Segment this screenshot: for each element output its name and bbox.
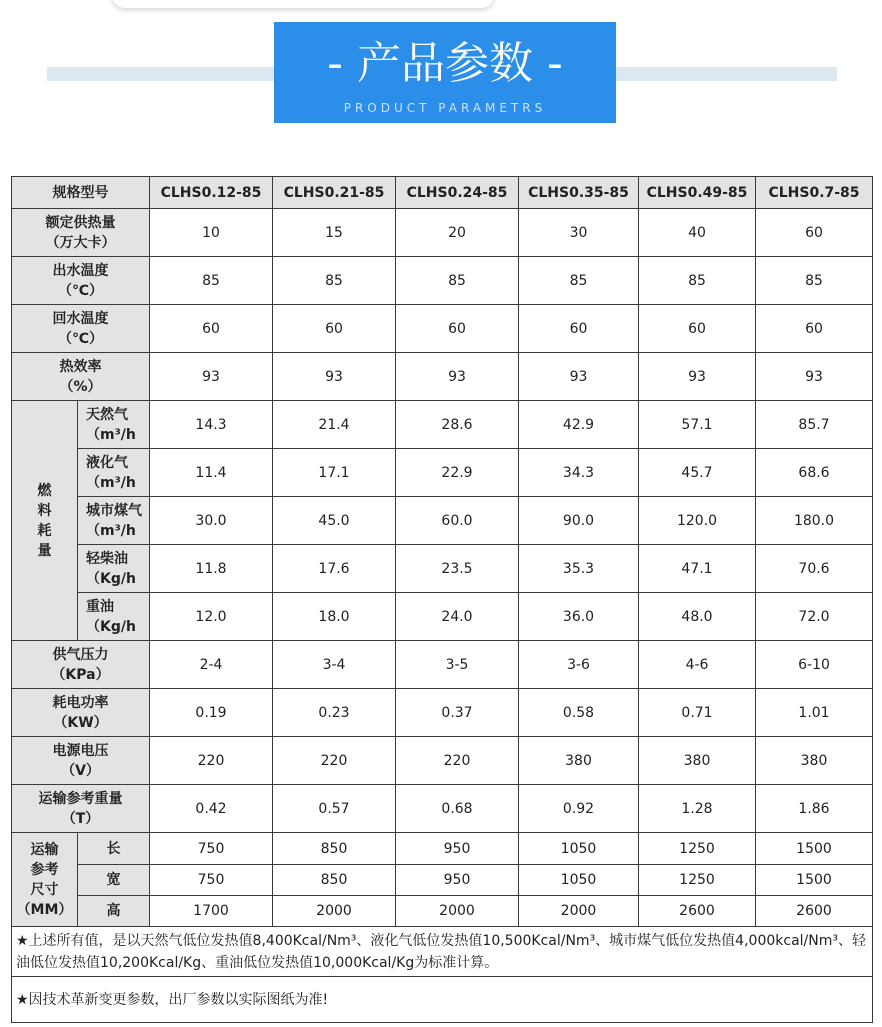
fuel-type-unit: （m³/h xyxy=(86,426,136,443)
table-cell: 950 xyxy=(396,865,519,896)
table-row xyxy=(12,865,873,896)
note-row xyxy=(12,927,873,977)
table-cell: 93 xyxy=(273,353,396,401)
note-text: ★因技术革新变更参数，出厂参数以实际图纸为准! xyxy=(12,977,873,1023)
table-cell: 380 xyxy=(639,737,756,785)
table-row xyxy=(12,545,873,593)
size-group-line: 运输 xyxy=(30,841,59,858)
row-label-unit: （T） xyxy=(61,810,100,827)
table-cell: 15 xyxy=(273,209,396,257)
table-cell: 72.0 xyxy=(756,593,873,641)
row-label xyxy=(12,785,150,833)
row-label xyxy=(12,641,150,689)
table-cell: 85 xyxy=(639,257,756,305)
table-row xyxy=(12,257,873,305)
table-cell: 750 xyxy=(150,833,273,865)
table-cell: 2000 xyxy=(396,896,519,927)
table-cell: 2-4 xyxy=(150,641,273,689)
table-cell: 750 xyxy=(150,865,273,896)
table-cell: 180.0 xyxy=(756,497,873,545)
table-cell: 60.0 xyxy=(396,497,519,545)
table-cell: 36.0 xyxy=(519,593,639,641)
table-cell: 28.6 xyxy=(396,401,519,449)
title-banner xyxy=(274,22,616,123)
table-cell: 0.71 xyxy=(639,689,756,737)
table-row xyxy=(12,737,873,785)
table-cell: 380 xyxy=(756,737,873,785)
table-cell: 220 xyxy=(396,737,519,785)
fuel-type-label xyxy=(78,545,150,593)
model-header: CLHS0.21-85 xyxy=(273,177,396,209)
table-cell: 70.6 xyxy=(756,545,873,593)
fuel-type-unit: （Kg/h xyxy=(86,570,136,587)
table-cell: 20 xyxy=(396,209,519,257)
row-label xyxy=(12,353,150,401)
banner-subtitle: PRODUCT PARAMETRS xyxy=(343,101,547,115)
model-header: CLHS0.24-85 xyxy=(396,177,519,209)
table-row xyxy=(12,641,873,689)
table-cell: 93 xyxy=(639,353,756,401)
fuel-group-char: 料 xyxy=(37,502,52,519)
fuel-type-name: 液化气 xyxy=(86,454,128,471)
table-row xyxy=(12,689,873,737)
row-label-unit: （℃） xyxy=(58,330,103,347)
table-cell: 47.1 xyxy=(639,545,756,593)
table-cell: 60 xyxy=(150,305,273,353)
table-cell: 950 xyxy=(396,833,519,865)
table-cell: 42.9 xyxy=(519,401,639,449)
table-row xyxy=(12,785,873,833)
table-cell: 18.0 xyxy=(273,593,396,641)
table-row xyxy=(12,593,873,641)
fuel-type-unit: （m³/h xyxy=(86,474,136,491)
table-cell: 3-4 xyxy=(273,641,396,689)
table-cell: 35.3 xyxy=(519,545,639,593)
table-cell: 1700 xyxy=(150,896,273,927)
fuel-type-unit: （m³/h xyxy=(86,522,136,539)
header-row xyxy=(12,177,873,209)
row-label xyxy=(12,689,150,737)
table-cell: 1250 xyxy=(639,833,756,865)
table-cell: 85 xyxy=(396,257,519,305)
table-cell: 1050 xyxy=(519,865,639,896)
dimension-label: 高 xyxy=(78,896,150,927)
row-label-name: 回水温度 xyxy=(52,310,109,327)
row-label xyxy=(12,737,150,785)
note-text: ★上述所有值，是以天然气低位发热值8,400Kcal/Nm³、液化气低位发热值10,500Kcal/Nm³、城市煤气低位发热值4,000kcal/Nm³、轻油低位发热值10,200Kcal/Kg、重油低位发热值10,000Kcal/Kg为标准计算。 xyxy=(12,927,873,977)
top-search-bar xyxy=(112,0,494,8)
row-label-unit: （%） xyxy=(59,378,102,395)
table-cell: 380 xyxy=(519,737,639,785)
row-label xyxy=(12,257,150,305)
table-cell: 17.6 xyxy=(273,545,396,593)
table-cell: 48.0 xyxy=(639,593,756,641)
table-cell: 57.1 xyxy=(639,401,756,449)
table-cell: 60 xyxy=(756,305,873,353)
table-cell: 1500 xyxy=(756,833,873,865)
fuel-type-label xyxy=(78,449,150,497)
table-cell: 850 xyxy=(273,833,396,865)
fuel-type-name: 轻柴油 xyxy=(86,550,128,567)
table-cell: 120.0 xyxy=(639,497,756,545)
dimension-label: 宽 xyxy=(78,865,150,896)
fuel-type-label xyxy=(78,497,150,545)
table-cell: 2600 xyxy=(639,896,756,927)
row-label-unit: （万大卡） xyxy=(45,234,116,251)
params-table xyxy=(11,176,873,1023)
table-row xyxy=(12,833,873,865)
table-cell: 40 xyxy=(639,209,756,257)
size-group-line: （MM） xyxy=(16,901,73,918)
banner-title: - 产品参数 - xyxy=(327,38,563,89)
table-cell: 17.1 xyxy=(273,449,396,497)
fuel-type-unit: （Kg/h xyxy=(86,618,136,635)
table-cell: 0.23 xyxy=(273,689,396,737)
model-header: CLHS0.49-85 xyxy=(639,177,756,209)
table-cell: 85 xyxy=(150,257,273,305)
table-cell: 85 xyxy=(756,257,873,305)
row-label-name: 运输参考重量 xyxy=(38,790,123,807)
row-label-unit: （℃） xyxy=(58,282,103,299)
fuel-type-label xyxy=(78,593,150,641)
table-cell: 30 xyxy=(519,209,639,257)
fuel-group-char: 耗 xyxy=(37,522,52,539)
table-cell: 85 xyxy=(273,257,396,305)
table-cell: 85.7 xyxy=(756,401,873,449)
row-label-name: 耗电功率 xyxy=(52,694,109,711)
table-cell: 0.92 xyxy=(519,785,639,833)
table-cell: 2600 xyxy=(756,896,873,927)
row-label-unit: （KW） xyxy=(53,714,108,731)
table-cell: 850 xyxy=(273,865,396,896)
table-cell: 93 xyxy=(150,353,273,401)
table-cell: 10 xyxy=(150,209,273,257)
table-cell: 0.57 xyxy=(273,785,396,833)
size-group-line: 尺寸 xyxy=(30,881,59,898)
fuel-group-char: 量 xyxy=(37,542,52,559)
table-cell: 30.0 xyxy=(150,497,273,545)
table-cell: 22.9 xyxy=(396,449,519,497)
size-group-line: 参考 xyxy=(30,861,59,878)
table-cell: 0.42 xyxy=(150,785,273,833)
table-cell: 93 xyxy=(396,353,519,401)
row-label-name: 出水温度 xyxy=(52,262,109,279)
fuel-type-name: 城市煤气 xyxy=(86,502,142,519)
table-cell: 90.0 xyxy=(519,497,639,545)
table-cell: 60 xyxy=(756,209,873,257)
table-cell: 11.4 xyxy=(150,449,273,497)
row-label xyxy=(12,209,150,257)
table-cell: 12.0 xyxy=(150,593,273,641)
row-label-name: 额定供热量 xyxy=(45,214,116,231)
table-cell: 0.58 xyxy=(519,689,639,737)
fuel-type-name: 天然气 xyxy=(86,406,128,423)
table-cell: 60 xyxy=(519,305,639,353)
row-label-name: 热效率 xyxy=(59,358,102,375)
fuel-type-label xyxy=(78,401,150,449)
table-cell: 1.28 xyxy=(639,785,756,833)
table-cell: 220 xyxy=(150,737,273,785)
table-cell: 1.86 xyxy=(756,785,873,833)
table-cell: 45.7 xyxy=(639,449,756,497)
model-header: CLHS0.35-85 xyxy=(519,177,639,209)
table-cell: 1050 xyxy=(519,833,639,865)
fuel-type-name: 重油 xyxy=(86,598,114,615)
table-cell: 60 xyxy=(639,305,756,353)
table-cell: 1.01 xyxy=(756,689,873,737)
table-cell: 93 xyxy=(519,353,639,401)
table-cell: 60 xyxy=(273,305,396,353)
table-row xyxy=(12,896,873,927)
table-row xyxy=(12,497,873,545)
table-row xyxy=(12,305,873,353)
table-cell: 11.8 xyxy=(150,545,273,593)
model-header: CLHS0.7-85 xyxy=(756,177,873,209)
table-cell: 1250 xyxy=(639,865,756,896)
table-cell: 23.5 xyxy=(396,545,519,593)
table-cell: 1500 xyxy=(756,865,873,896)
row-label-unit: （V） xyxy=(61,762,100,779)
row-label-name: 供气压力 xyxy=(52,646,109,663)
table-cell: 85 xyxy=(519,257,639,305)
row-label xyxy=(12,305,150,353)
dimension-label: 长 xyxy=(78,833,150,865)
table-row xyxy=(12,209,873,257)
table-cell: 45.0 xyxy=(273,497,396,545)
fuel-group-char: 燃 xyxy=(37,482,52,499)
table-cell: 93 xyxy=(756,353,873,401)
table-cell: 2000 xyxy=(273,896,396,927)
header-label: 规格型号 xyxy=(12,177,150,209)
table-cell: 34.3 xyxy=(519,449,639,497)
table-cell: 21.4 xyxy=(273,401,396,449)
size-group-label xyxy=(12,833,78,927)
table-row xyxy=(12,353,873,401)
note-row xyxy=(12,977,873,1023)
table-cell: 4-6 xyxy=(639,641,756,689)
fuel-group-label xyxy=(12,401,78,641)
table-cell: 3-6 xyxy=(519,641,639,689)
table-cell: 24.0 xyxy=(396,593,519,641)
table-cell: 2000 xyxy=(519,896,639,927)
table-cell: 0.37 xyxy=(396,689,519,737)
table-cell: 0.68 xyxy=(396,785,519,833)
model-header: CLHS0.12-85 xyxy=(150,177,273,209)
table-cell: 60 xyxy=(396,305,519,353)
row-label-name: 电源电压 xyxy=(52,742,109,759)
table-cell: 14.3 xyxy=(150,401,273,449)
table-cell: 0.19 xyxy=(150,689,273,737)
table-row xyxy=(12,401,873,449)
table-cell: 220 xyxy=(273,737,396,785)
table-cell: 6-10 xyxy=(756,641,873,689)
table-row xyxy=(12,449,873,497)
table-cell: 68.6 xyxy=(756,449,873,497)
row-label-unit: （KPa） xyxy=(51,666,110,683)
table-cell: 3-5 xyxy=(396,641,519,689)
